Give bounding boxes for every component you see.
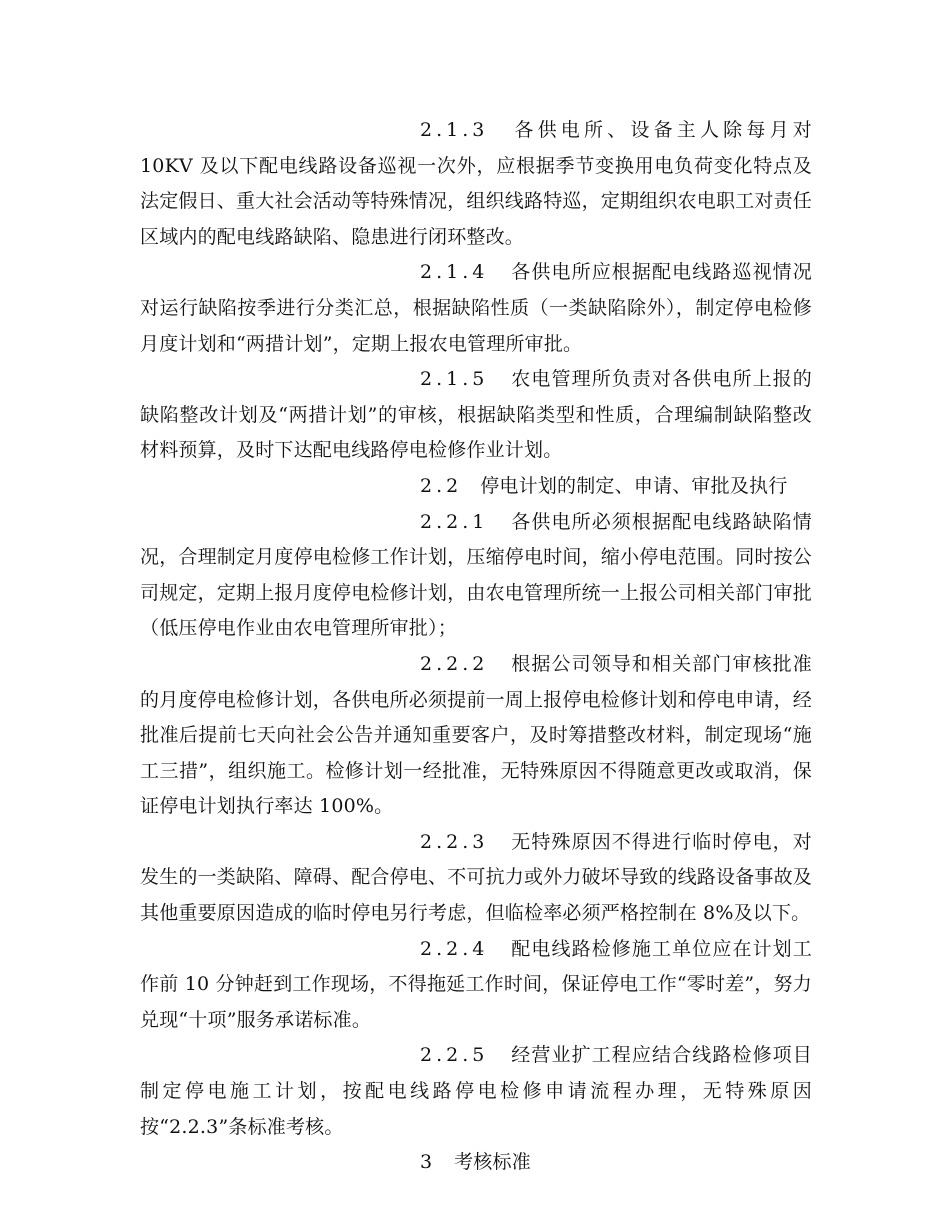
section-number: 2.2 bbox=[420, 474, 463, 497]
paragraph-2-1-5 bbox=[140, 362, 812, 469]
paragraph-text: 各供电所应根据配电线路巡视情况对运行缺陷按季进行分类汇总，根据缺陷性质（一类缺陷除外），制定停电检修月度计划和“两措计划”，定期上报农电管理所审批。 bbox=[140, 261, 812, 355]
paragraph-text: 经营业扩工程应结合线路检修项目制定停电施工计划，按配电线路停电检修申请流程办理，无特殊原因按“2.2.3”条标准考核。 bbox=[140, 1044, 812, 1138]
section-number: 3 bbox=[420, 1151, 437, 1174]
section-heading-3 bbox=[140, 1145, 812, 1181]
paragraph-2-2-4 bbox=[140, 932, 812, 1039]
section-number: 2.2.5 bbox=[420, 1044, 489, 1067]
paragraph-text: 配电线路检修施工单位应在计划工作前 10 分钟赶到工作现场，不得拖延工作时间，保证停电工作“零时差”，努力兑现“十项”服务承诺标准。 bbox=[140, 937, 812, 1031]
section-number: 2.1.5 bbox=[420, 368, 489, 391]
paragraph-2-2-3 bbox=[140, 825, 812, 932]
section-number: 2.2.4 bbox=[420, 937, 489, 960]
paragraph-text: 各供电所、设备主人除每月对 10KV 及以下配电线路设备巡视一次外，应根据季节变换用电负荷变化特点及法定假日、重大社会活动等特殊情况，组织线路特巡，定期组织农电职工对责任区域内的配电线路缺陷、隐患进行闭环整改。 bbox=[140, 119, 813, 248]
document-body bbox=[140, 113, 812, 1181]
paragraph-2-1-3 bbox=[140, 113, 812, 255]
paragraph-2-2-1 bbox=[140, 505, 812, 647]
heading-text: 考核标准 bbox=[454, 1151, 531, 1174]
section-number: 2.1.4 bbox=[420, 261, 489, 284]
section-number: 2.2.3 bbox=[420, 830, 489, 853]
paragraph-2-2-2 bbox=[140, 647, 812, 825]
paragraph-text: 无特殊原因不得进行临时停电，对发生的一类缺陷、障碍、配合停电、不可抗力或外力破坏导致的线路设备事故及其他重要原因造成的临时停电另行考虑，但临检率必须严格控制在 8%及以下。 bbox=[140, 830, 813, 925]
section-number: 2.2.1 bbox=[420, 510, 489, 533]
section-number: 2.2.2 bbox=[420, 652, 489, 675]
section-number: 2.1.3 bbox=[420, 119, 489, 141]
paragraph-text: 各供电所必须根据配电线路缺陷情况，合理制定月度停电检修工作计划，压缩停电时间，缩小停电范围。同时按公司规定，定期上报月度停电检修计划，由农电管理所统一上报公司相关部门审批（低压停电作业由农电管理所审批）； bbox=[140, 510, 813, 640]
paragraph-text: 农电管理所负责对各供电所上报的缺陷整改计划及“两措计划”的审核，根据缺陷类型和性质，合理编制缺陷整改材料预算，及时下达配电线路停电检修作业计划。 bbox=[140, 368, 812, 462]
section-heading-2-2 bbox=[140, 469, 812, 505]
paragraph-2-2-5 bbox=[140, 1038, 812, 1145]
heading-text: 停电计划的制定、申请、审批及执行 bbox=[480, 474, 788, 497]
paragraph-text: 根据公司领导和相关部门审核批准的月度停电检修计划，各供电所必须提前一周上报停电检修计划和停电申请，经批准后提前七天向社会公告并通知重要客户，及时筹措整改材料，制定现场“施工三措”，组织施工。检修计划一经批准，无特殊原因不得随意更改或取消，保证停电计划执行率达 100%。 bbox=[140, 652, 813, 818]
paragraph-2-1-4 bbox=[140, 255, 812, 362]
